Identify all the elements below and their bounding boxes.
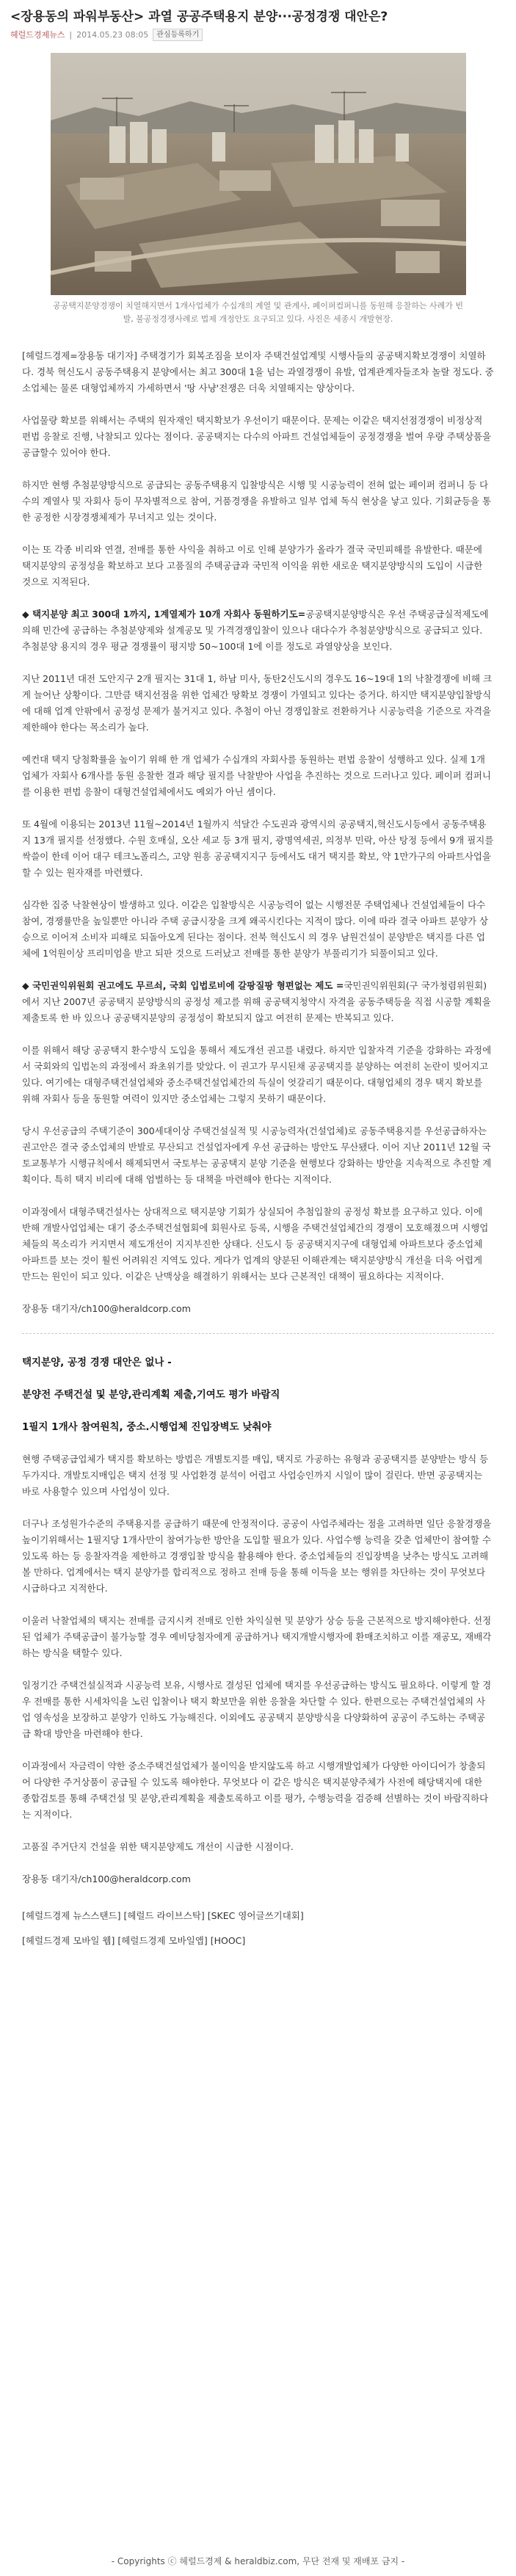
body-paragraph: 더구나 조성원가수준의 주택용지를 공급하기 때문에 안정적이다. 공공이 사업주체라는 점을 고려하면 일단 응찰경쟁을 높이기위해서는 1필지당 1개사만이 참여가능한 방안을 도입할 필요가 있다. 사업수행 능력을 갖춘 업체만이 참여할 수 있도록 하는 등 응찰자격을 제한하고 경쟁입찰 방식을 활용해야 한다. 중소업체들의 진입장벽을 낮추는 방식도 고려해볼 만하다. 업계에서는 택지 분양가를 합리적으로 정하고 전매 등을 통해 이득을 보는 행위를 차단하는 것이 무엇보다 시급하다고 지적한다. (22, 1518, 492, 1594)
author-email[interactable]: 장용동 대기자/ch100@heraldcorp.com (22, 1873, 191, 1884)
body-paragraph: 사업물량 확보를 위해서는 주택의 원자재인 택지확보가 우선이기 때문이다. 문제는 이같은 택지선점경쟁이 비정상적 편법 응찰로 진행, 낙찰되고 있다는 점이다. 공공택지는 다수의 아파트 건설업체들이 공정경쟁을 벌여 우량 주택상품을 공급할수 있어야 한다. (22, 415, 492, 458)
body-paragraph-text: 공공택지분양방식은 우선 주택공급실적제도에 의해 민간에 공급하는 추첨분양제와 설계공모 및 가격경쟁입찰이 있으나 대다수가 추첨분양방식으로 공급되고 있다. 추첨분양 용지의 경우 평균 경쟁률이 평지방 50~100대 1에 이를 정도로 과열양상을 보인다. (22, 609, 489, 652)
footer-links-row[interactable]: [헤럴드경제 모바일 웹] [헤럴드경제 모바일앱] [HOOC] (22, 1935, 246, 1946)
body-paragraph: 이는 또 각종 비리와 연결, 전매를 통한 사익을 취하고 이로 인해 분양가가 올라가 결국 국민피해를 유발한다. 때문에 택지분양의 공정성을 확보하고 보다 고품질의 주택공급과 국민적 이익을 위한 새로운 택지분양방식의 도입이 시급한 것으로 지적된다. (22, 544, 483, 587)
body-paragraph: 이과정에서 대형주택건설사는 상대적으로 택지분양 기회가 상실되어 추첨입찰의 공정성 확보를 요구하고 있다. 이에 반해 개발사업업체는 대기 중소주택건설협회에 회원사로 등록, 시행을 주택건설업체간의 경쟁이 모호해졌으며 시행업체들의 목소리가 커지면서 제도개선이 지지부진한 상태다. 신도시 등 공공택지지구에 대형업체 아파트보다 중소업체 아파트를 보는 것이 훨씬 어려워진 지역도 있다. 게다가 업계의 양분된 이해관계는 택지분양방식 개선을 더욱 어렵게 만드는 원인이 되고 있다. 이같은 난맥상을 해결하기 위해서는 보다 근본적인 대책이 필요하다는 지적이다. (22, 1206, 489, 1282)
interest-register-button[interactable]: 관심등록하기 (153, 29, 203, 41)
article-source[interactable]: 헤럴드경제뉴스 (10, 30, 65, 40)
construction-site-photo (51, 53, 466, 295)
article-body (0, 348, 516, 1317)
footer-links (0, 1904, 516, 1953)
body-paragraph: 일정기간 주택건설실적과 시공능력 보유, 시행사로 결성된 업체에 택지를 우선공급하는 방식도 필요하다. 이렇게 할 경우 전매를 통한 시세차익을 노린 입찰이나 택지 확보만을 위한 응찰을 차단할 수 있다. 한편으로는 주택건설업체의 사업 영속성을 보장하고 분양가 인하도 가능해진다. 이외에도 공공택지 분양방식을 다양화하여 공공이 주도하는 주택공급 확대 방안을 마련해야 한다. (22, 1680, 492, 1739)
body-paragraph: 이울러 낙찰업체의 택지는 전매를 금지시켜 전매로 인한 차익실현 및 분양가 상승 등을 근본적으로 방지해야한다. 선정된 업체가 주택공급이 불가능할 경우 예비당첨자에게 공급하거나 택지개발시행자에 환매조치하고 이를 재공모, 재배각하는 방식을 택할수 있다. (22, 1615, 492, 1658)
copyright-notice: - Copyrights ⓒ 헤럴드경제 & heraldbiz.com, 무단 전재 및 재배포 금지 - (111, 2556, 405, 2566)
body-paragraph (22, 978, 494, 1026)
section2-body (0, 1354, 516, 1887)
body-paragraph (22, 606, 494, 655)
body-paragraph-text: 국민권익위원회(구 국가청렴위원회)에서 지난 2007년 공공택지 분양방식의 공정성 제고를 위해 공공택지청약시 자격을 공동주택등을 직접 시공할 계획을 제출토록 한 바 있으나 공공택지분양의 공정성이 확보되지 않고 여전히 문제는 반복되고 있다. (22, 980, 491, 1023)
section2-subtitle-1: 분양전 주택건설 및 분양,관리계획 제출,기여도 평가 바람직 (22, 1389, 280, 1401)
article-headline: <장용동의 파워부동산> 과열 공공주택용지 분양···공정경쟁 대안은? (10, 10, 388, 24)
body-paragraph: 하지만 현행 추첨분양방식으로 공급되는 공동주택용지 입찰방식은 시행 및 시공능력이 전혀 없는 페이퍼 컴퍼니 등 다수의 계열사 및 자회사 등이 무차별적으로 참여, 거품경쟁을 유발하고 일부 업체 독식 현상을 낳고 있다. 기회균등을 통한 공정한 시장경쟁체제가 무너지고 있는 것이다. (22, 479, 492, 523)
body-paragraph: 고품질 주거단지 건설을 위한 택지분양제도 개선이 시급한 시점이다. (22, 1841, 294, 1852)
meta-separator: | (69, 29, 73, 40)
section2-title: 택지분양, 공정 경쟁 대안은 없나 - (22, 1357, 172, 1368)
article-meta (0, 28, 516, 48)
body-paragraph: [헤럴드경제=장용동 대기자] 주택경기가 회복조짐을 보이자 주택건설업계및 시행사들의 공공택지확보경쟁이 치열하다. 경북 혁신도시 공동주택용지 분양에서는 최고 300대 1을 넘는 과열경쟁이 유발, 업계관계자들조차 놀랄 정도다. 중소업체는 물론 대형업체까지 가세하면서 '땅 사냥'전쟁은 더욱 치열해지는 양상이다. (22, 350, 494, 393)
section-lead: ◆ 택지분양 최고 300대 1까지, 1계열제가 10개 자회사 동원하기도= (22, 609, 306, 620)
body-paragraph: 당시 우선공급의 주택기준이 300세대이상 주택건설실적 및 시공능력자(건설업체)로 공동주택용지를 우선공급하자는 권고안은 결국 중소업체의 반발로 무산되고 건설업자에게 우선 공급하는 방안도 무산됐다. 이어 지난 2011년 12월 국토교통부가 시행규칙에서 해제되면서 국토부는 공공택지 분양 기준을 현행보다 강화하는 방안을 지속적으로 추진할 계획이다. 특히 택지 비리에 대해 엄벌하는 등 대책을 마련해야 한다는 지적이다. (22, 1125, 492, 1185)
section-lead: ◆ 국민권익위원회 권고에도 무르쇠, 국회 입법로비에 갈팡질팡 형편없는 제도 = (22, 980, 344, 991)
section-divider (22, 1333, 494, 1334)
body-paragraph: 이과정에서 자금력이 약한 중소주택건설업체가 불이익을 받지않도록 하고 시행개발업체가 다양한 아이디어가 창출되어 다양한 주거상품이 공급될 수 있도록 해야한다. 무엇보다 이 같은 방식은 택지분양주체가 사전에 해당택지에 대한 종합검토를 통해 주택건설 및 분양,관리계획을 제출토록하고 이를 평가, 수행능력을 검증해 선별하는 것이 바람직하다는 지적이다. (22, 1760, 489, 1820)
body-paragraph: 심각한 집중 낙찰현상이 발생하고 있다. 이같은 입찰방식은 시공능력이 없는 시행전문 주택업체나 건설업체들이 다수 참여, 경쟁률만을 높일뿐만 아니라 주택 공급시장을 크게 왜곡시킨다는 지적이 많다. 이에 따라 결국 아파트 분양가 상승으로 이어져 소비자 피해로 되돌아오게 된다는 점이다. 전북 혁신도시 의 경우 남원건설이 분양받은 택지를 다른 업체에 1억원이상 프리미엄을 받고 되판 것으로 드러났고 전매를 통한 분양가 부풀리기가 되풀이되고 있다. (22, 899, 489, 959)
body-paragraph: 또 4월에 이용되는 2013년 11월~2014년 1월까지 석달간 수도권과 광역시의 공공택지,혁신도시등에서 공동주택용지 13개 필지를 선정했다. 수원 호매실, 오산 세교 등 3개 필지, 광명역세권, 의정부 민락, 아산 탕정 등에서 9개 필지를 싹쓸이 한데 이어 대구 테크노폴리스, 고양 원흥 공공택지지구 등에서도 대거 택지를 확보, 약 1만가구의 아파트사업을 할 수 있는 원자재를 마련했다. (22, 819, 494, 878)
body-paragraph: 이를 위해서 해당 공공택지 환수방식 도입을 통해서 제도개선 권고를 내렸다. 하지만 입찰자격 기준을 강화하는 과정에서 국회와의 입법논의 과정에서 좌초위기를 맞았다. 이 권고가 무시된채 공공택지를 분양하는 여전히 논란이 빚어지고 있다. 여기에는 대형주택건설업체와 중소주택건설업체간의 득실이 엇갈리기 때문이다. 대형업체의 경우 택지 확보를 위해 자회사 등을 동원할 여력이 있지만 중소업체는 그렇지 못하기 때문이다. (22, 1045, 492, 1104)
article-date: 2014.05.23 08:05 (76, 29, 149, 40)
section2-subtitle-2: 1필지 1개사 참여원칙, 중소.시행업체 진입장벽도 낮춰야 (22, 1421, 272, 1433)
body-paragraph: 현행 주택공급업체가 택지를 확보하는 방법은 개별토지를 매입, 택지로 가공하는 유형과 공공택지를 분양받는 방식 등 두가지다. 개발토지매입은 택지 선정 및 사업환경 분석이 어렵고 사업승인까지 시일이 많이 걸린다. 반면 공공택지는 바로 사용할수 있으며 사업성이 있다. (22, 1454, 489, 1497)
article-photo (0, 53, 516, 295)
author-email[interactable]: 장용동 대기자/ch100@heraldcorp.com (22, 1303, 191, 1314)
footer-links-row[interactable]: [헤럴드경제 뉴스스탠드] [헤럴드 라이브스탁] [SKEC 영어글쓰기대회] (22, 1910, 304, 1921)
photo-caption: 공공택지분양경쟁이 치열해지면서 1개사업체가 수십개의 계열 및 관계사, 페이퍼컴퍼니를 동원해 응찰하는 사례가 빈발, 불공정경쟁사례로 법제 개정안도 요구되고 있다. 사진은 세종시 개발현장. (52, 301, 463, 324)
body-paragraph: 예컨대 택지 당첨확률을 높이기 위해 한 개 업체가 수십개의 자회사를 동원하는 편법 응찰이 성행하고 있다. 실제 1개 업체가 자회사 6개사를 동원 응찰한 결과 해당 필지를 낙찰받아 사업을 추진하는 것으로 드러나고 있다. 페이퍼 컴퍼니를 이용한 편법 응찰이 대형건설업체에서도 예외가 아닌 셈이다. (22, 754, 492, 797)
body-paragraph: 지난 2011년 대전 도안지구 2개 필지는 31대 1, 하남 미사, 동탄2신도시의 경우도 16~19대 1의 낙찰경쟁에 비해 크게 늘어난 상황이다. 그만큼 택지선점을 위한 업체간 땅확보 경쟁이 가열되고 있다는 증거다. 하지만 택지분양입찰방식에 대해 업계 안팎에서 공정성 문제가 불거지고 있다. 추첨이 아닌 경쟁입찰로 전환하거나 시공능력을 기준으로 자격을 제한해야 한다는 목소리가 높다. (22, 673, 493, 733)
